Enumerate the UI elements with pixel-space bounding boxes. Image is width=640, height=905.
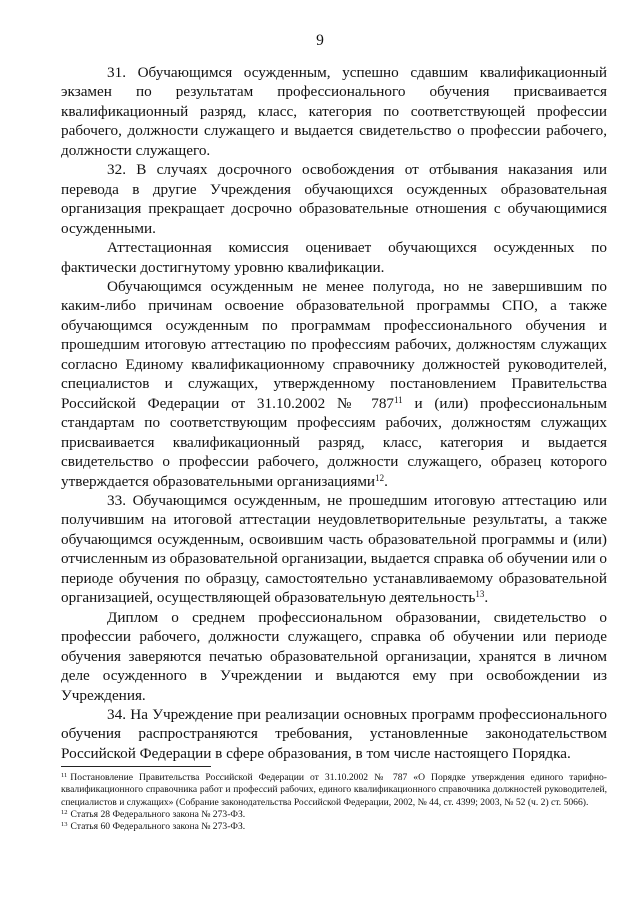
paragraph-end-punct: . (384, 472, 388, 490)
footnote-divider (61, 766, 211, 767)
paragraph-text: 33. Обучающимся осужденным, не прошедшим итоговую аттестацию или получившим на итоговой аттестации неудовлетворительные результаты, а также обучающимся осужденным, освоившим часть образовательной программы и (или) отчисленным из образовательной организации, выдается справка об обучении или о периоде обучения по образцу, самостоятельно устанавливаемому образовательной организацией, осуществляющей образовательную деятельность (61, 491, 608, 607)
body-text (61, 63, 607, 763)
footnote-13 (61, 821, 607, 833)
footnote-11 (61, 772, 607, 809)
footnote-text: Постановление Правительства Российской Федерации от 31.10.2002 № 787 «О Порядке утверждения единого тарифно-квалификационного справочника работ и профессий рабочих, единого квалификационного справочника должностей руководителей, специалистов и служащих» (Собрание законодательства Российской Федерации, 2002, № 44, ст. 4399; 2003, № 52 (ч. 2) ст. 5066). (61, 772, 607, 808)
footnote-text: Статья 60 Федерального закона № 273-ФЗ. (70, 821, 246, 833)
footnote-12 (61, 809, 607, 821)
paragraph-qualification-award (61, 277, 607, 491)
footnote-ref-13: 13 (475, 589, 485, 600)
paragraph-32: 32. В случаях досрочного освобождения от отбывания наказания или перевода в другие Учреждения обучающихся осужденных образовательная организация прекращает досрочно образовательные отношения с обучающимися осужденными. (61, 161, 607, 237)
paragraph-31: 31. Обучающимся осужденным, успешно сдавшим квалификационный экзамен по результатам профессионального обучения присваивается квалификационный разряд, класс, категория по соответствующей профессии рабочего, должности служащего и выдается свидетельство о профессии рабочего, должности служащего. (61, 64, 607, 159)
footnote-number: 13 (61, 821, 68, 829)
paragraph-33 (61, 491, 607, 608)
footnote-ref-11: 11 (394, 394, 403, 405)
paragraph-end-punct: . (484, 589, 489, 607)
page-number: 9 (316, 32, 324, 49)
footnotes (61, 766, 607, 833)
footnote-ref-12: 12 (375, 472, 385, 483)
footnote-text: Статья 28 Федерального закона № 273-ФЗ. (70, 808, 246, 820)
footnote-number: 12 (61, 808, 68, 816)
paragraph-attestation-commission: Аттестационная комиссия оценивает обучающихся осужденных по фактически достигнутому уровню квалификации. (61, 239, 607, 276)
paragraph-text-continued: и (или) профессиональным стандартам по соответствующим профессиям рабочих, должностям служащих присваивается квалификационный разряд, класс, категория и выдается свидетельство о профессии рабочего, должности служащего, образец которого утверждается образовательными организациями (61, 394, 607, 490)
paragraph-text: Обучающимся осужденным не менее полугода, но не завершившим по каким-либо причинам освоение образовательной программы СПО, а также обучающимся осужденным по программам профессионального обучения и прошедшим итоговую аттестацию по профессиям рабочих, должностям служащих согласно Единому квалификационному справочнику должностей руководителей, специалистов и служащих, утвержденному постановлением Правительства Российской Федерации от 31.10.2002 № 787 (61, 277, 607, 412)
paragraph-diploma: Диплом о среднем профессиональном образовании, свидетельство о профессии рабочего, должности служащего, справка об обучении или периоде обучения заверяются печатью образовательной организации, хранятся в личном деле осужденного в Учреждении и выдаются ему при освобождении из Учреждения. (61, 608, 607, 704)
paragraph-34: 34. На Учреждение при реализации основных программ профессионального обучения распространяются требования, установленные законодательством Российской Федерации в сфере образования, в том числе настоящего Порядка. (61, 705, 607, 762)
footnote-number: 11 (61, 772, 68, 779)
